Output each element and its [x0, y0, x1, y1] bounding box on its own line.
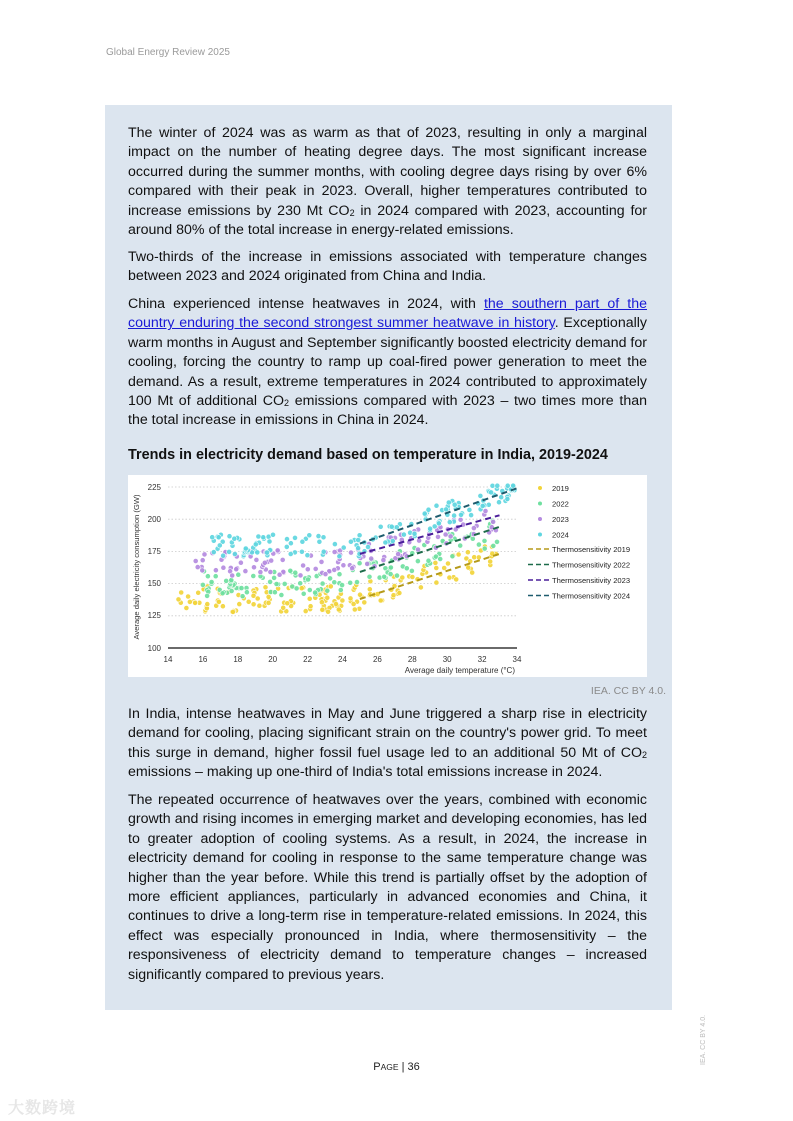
scatter-chart — [128, 475, 647, 677]
svg-text:Thermosensitivity 2024: Thermosensitivity 2024 — [552, 591, 631, 601]
x-axis-title: Average daily temperature (°C) — [404, 666, 515, 675]
svg-text:22: 22 — [303, 655, 313, 664]
running-header: Global Energy Review 2025 — [106, 47, 230, 58]
paragraph-2 — [128, 248, 647, 287]
scatter-points — [176, 483, 517, 614]
heatwave-link[interactable]: the southern part of the country enduring the second strongest summer heatwave in history — [128, 296, 647, 332]
page-label-rest: AGE — [380, 1062, 399, 1072]
page-number-value: 36 — [407, 1061, 420, 1073]
p5-text: The repeated occurrence of heatwaves over the years, combined with economic growth and rising incomes in emerging market and developing economies, has led to greater adoption of cooling systems. As a result, in 2024, the increase in electricity demand for cooling in response to the same temperature change was higher than the year before. While this trend is partially offset by the adoption of more efficient appliances, particularly in advanced economies and China, it continues to drive a long-term rise in temperature-related emissions. In 2024, this effect was especially pronounced in India, where thermosensitivity – the responsiveness of electricity demand to temperature changes – increased significantly compared to previous years. — [128, 792, 647, 983]
page-sep: | — [398, 1061, 408, 1073]
svg-text:18: 18 — [233, 655, 243, 664]
page-label-first: P — [373, 1061, 381, 1073]
svg-text:26: 26 — [372, 655, 382, 664]
svg-text:30: 30 — [442, 655, 452, 664]
svg-text:34: 34 — [512, 655, 522, 664]
svg-text:Thermosensitivity 2022: Thermosensitivity 2022 — [552, 560, 631, 570]
svg-text:225: 225 — [147, 483, 161, 492]
paragraph-4 — [128, 705, 647, 783]
svg-text:32: 32 — [477, 655, 487, 664]
svg-text:16: 16 — [198, 655, 208, 664]
y-tick-labels — [148, 483, 162, 653]
page-number — [0, 1061, 793, 1073]
svg-text:2019: 2019 — [552, 484, 569, 493]
watermark: 大数跨境 — [8, 1100, 77, 1117]
paragraph-3 — [128, 295, 647, 431]
x-tick-labels — [164, 655, 522, 664]
paragraph-5 — [128, 791, 647, 985]
subscript: 2 — [284, 398, 290, 409]
svg-text:Thermosensitivity 2019: Thermosensitivity 2019 — [552, 545, 631, 554]
svg-text:2023: 2023 — [552, 515, 569, 524]
subscript: 2 — [349, 207, 355, 218]
chart-svg — [128, 475, 647, 677]
p3-text-b: . Exceptionally warm months in August and September significantly boosted electricity demand for cooling, forcing the country to ramp up coal-fired power generation to meet the demand. As a result, extreme temperatures in 2024 contributed to approximately 100 Mt of additional CO — [128, 315, 647, 410]
y-axis-title: Average daily electricity consumption (GW) — [132, 494, 141, 640]
p4-text-a: In India, intense heatwaves in May and June triggered a sharp rise in electricity demand for cooling, placing significant strain on the country's power grid. To meet this surge in demand, higher fossil fuel usage led to an additional 50 Mt of CO — [128, 706, 647, 761]
svg-text:2022: 2022 — [552, 499, 569, 509]
p3-text-a: China experienced intense heatwaves in 2024, with — [128, 296, 484, 312]
p1-text-b: in 2024 compared with 2023, accounting for around 80% of the total increase in energy-related emissions. — [128, 202, 648, 239]
svg-text:175: 175 — [147, 547, 161, 556]
svg-text:Thermosensitivity 2023: Thermosensitivity 2023 — [552, 576, 631, 585]
svg-text:125: 125 — [147, 611, 161, 620]
p3-text-c: emissions compared with 2023 – two times more than the total increase in emissions in China in 2024. — [128, 393, 648, 429]
svg-text:150: 150 — [147, 579, 161, 588]
paragraph-1 — [128, 124, 647, 240]
p1-text-a: The winter of 2024 was as warm as that of 2023, resulting in only a marginal impact on the number of heating degree days. The most significant increase occurred during the summer months, with cooling degree days rising by over 6% compared with their peak in 2023. Overall, higher temperatures contributed to increase emissions by 230 Mt CO — [128, 125, 647, 219]
svg-text:14: 14 — [163, 655, 173, 664]
svg-text:2024: 2024 — [552, 530, 569, 540]
svg-text:100: 100 — [147, 644, 161, 653]
legend — [528, 484, 630, 601]
side-credit: IEA. CC BY 4.0. — [700, 1014, 707, 1065]
svg-text:28: 28 — [407, 655, 417, 664]
p2-text: Two-thirds of the increase in emissions associated with temperature changes between 2023 and 2024 originated from China and India. — [128, 249, 647, 285]
svg-text:20: 20 — [268, 655, 278, 664]
svg-text:24: 24 — [338, 655, 347, 664]
figure-title: Trends in electricity demand based on temperature in India, 2019-2024 — [128, 447, 608, 463]
figure-credit: IEA. CC BY 4.0. — [590, 685, 666, 697]
svg-text:200: 200 — [147, 515, 161, 524]
subscript: 2 — [641, 749, 647, 760]
p4-text-b: emissions – making up one-third of India's total emissions increase in 2024. — [128, 764, 603, 781]
